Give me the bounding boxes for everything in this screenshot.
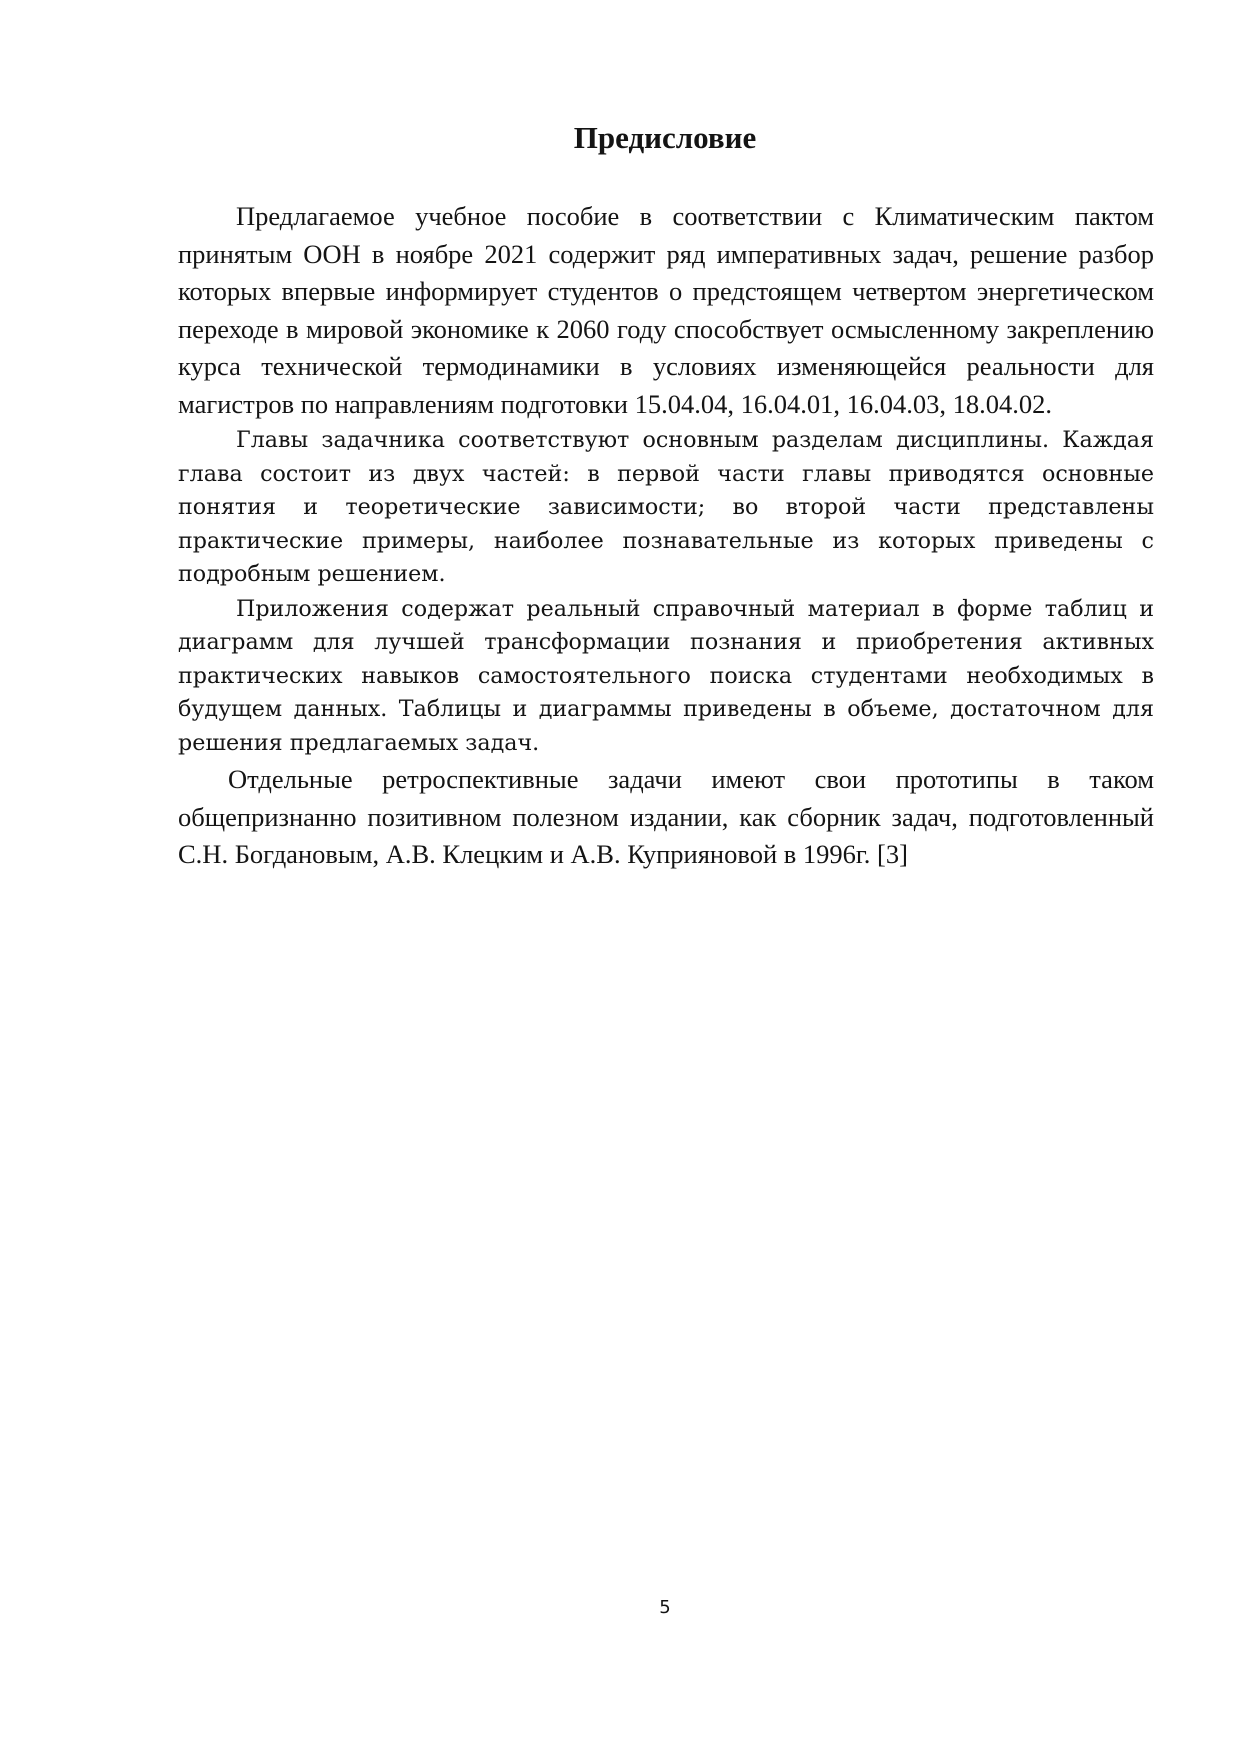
paragraph-appendices: Приложения содержат реальный справочный материал в форме таблиц и диаграмм для лучшей трансформации познания и приобретения активных практических навыков самостоятельного поиска студентами необходимых в будущем данных. Таблицы и диаграммы приведены в объеме, достаточном для решения предлагаемых задач. bbox=[178, 595, 1154, 756]
paragraph-intro: Предлагаемое учебное пособие в соответствии с Климатическим пактом принятым ООН в ноябре 2021 содержит ряд императивных задач, решение разбор которых впервые информирует студентов о предстоящем четвертом энергетическом переходе в мировой экономике к 2060 году способствует осмысленному закреплению курса технической термодинамики в условиях изменяющейся реальности для магистров по направлениям подготовки 15.04.04, 16.04.01, 16.04.03, 18.04.02. bbox=[178, 201, 1154, 419]
page-number: 5 bbox=[659, 1597, 671, 1618]
preface-body bbox=[178, 198, 1154, 874]
paragraph-chapters: Главы задачника соответствуют основным разделам дисциплины. Каждая глава состоит из двух частей: в первой части главы приводятся основные понятия и теоретические зависимости; во второй части представлены практические примеры, наиболее познавательные из которых приведены с подробным решением. bbox=[178, 427, 1154, 587]
page-title: Предисловие bbox=[573, 120, 757, 155]
paragraph-sources: Отдельные ретроспективные задачи имеют свои прототипы в таком общепризнанно позитивном полезном издании, как сборник задач, подготовленный С.Н. Богдановым, А.В. Клецким и А.В. Куприяновой в 1996г. [3] bbox=[178, 764, 1154, 869]
